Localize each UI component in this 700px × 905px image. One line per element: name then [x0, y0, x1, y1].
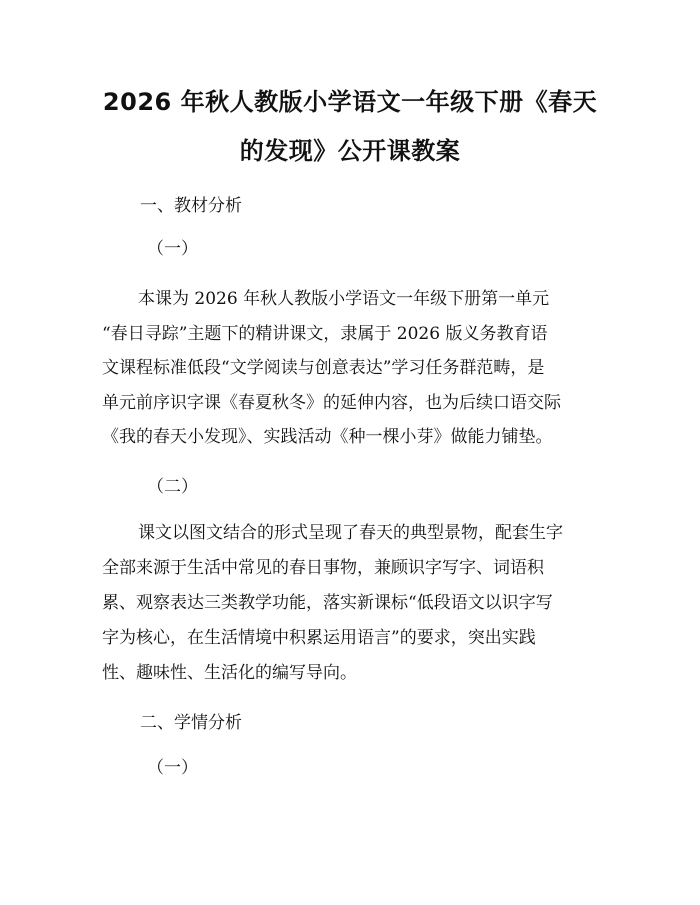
document-title-line-1: 2026 年秋人教版小学语文一年级下册《春天: [102, 88, 598, 116]
subsection-marker-2: （二）: [147, 477, 198, 497]
section-heading-learner-analysis: 二、学情分析: [140, 713, 242, 733]
paragraph-1-line-4: 单元前序识字课《春夏秋冬》的延伸内容，也为后续口语交际: [102, 393, 561, 413]
paragraph-1-line-5: 《我的春天小发现》、实践活动《种一棵小芽》做能力铺垫。: [102, 427, 553, 447]
paragraph-2-line-4: 字为核心，在生活情境中积累运用语言”的要求，突出实践: [102, 628, 536, 648]
paragraph-1-line-1: 本课为 2026 年秋人教版小学语文一年级下册第一单元: [138, 289, 550, 309]
paragraph-1-line-2: “春日寻踪”主题下的精讲课文，隶属于 2026 版义务教育语: [102, 324, 548, 344]
subsection-marker-3: （一）: [147, 758, 198, 778]
subsection-marker-1: （一）: [147, 239, 198, 259]
paragraph-2-line-5: 性、趣味性、生活化的编写导向。: [102, 663, 357, 683]
paragraph-1-line-3: 文课程标准低段“文学阅读与创意表达”学习任务群范畴，是: [102, 358, 545, 378]
section-heading-textbook-analysis: 一、教材分析: [140, 196, 242, 216]
paragraph-2-line-1: 课文以图文结合的形式呈现了春天的典型景物，配套生字: [138, 523, 563, 543]
document-title-line-2: 的发现》公开课教案: [239, 137, 461, 165]
paragraph-2-line-3: 累、观察表达三类教学功能，落实新课标“低段语文以识字写: [102, 593, 553, 613]
paragraph-2-line-2: 全部来源于生活中常见的春日事物，兼顾识字写字、词语积: [102, 558, 544, 578]
